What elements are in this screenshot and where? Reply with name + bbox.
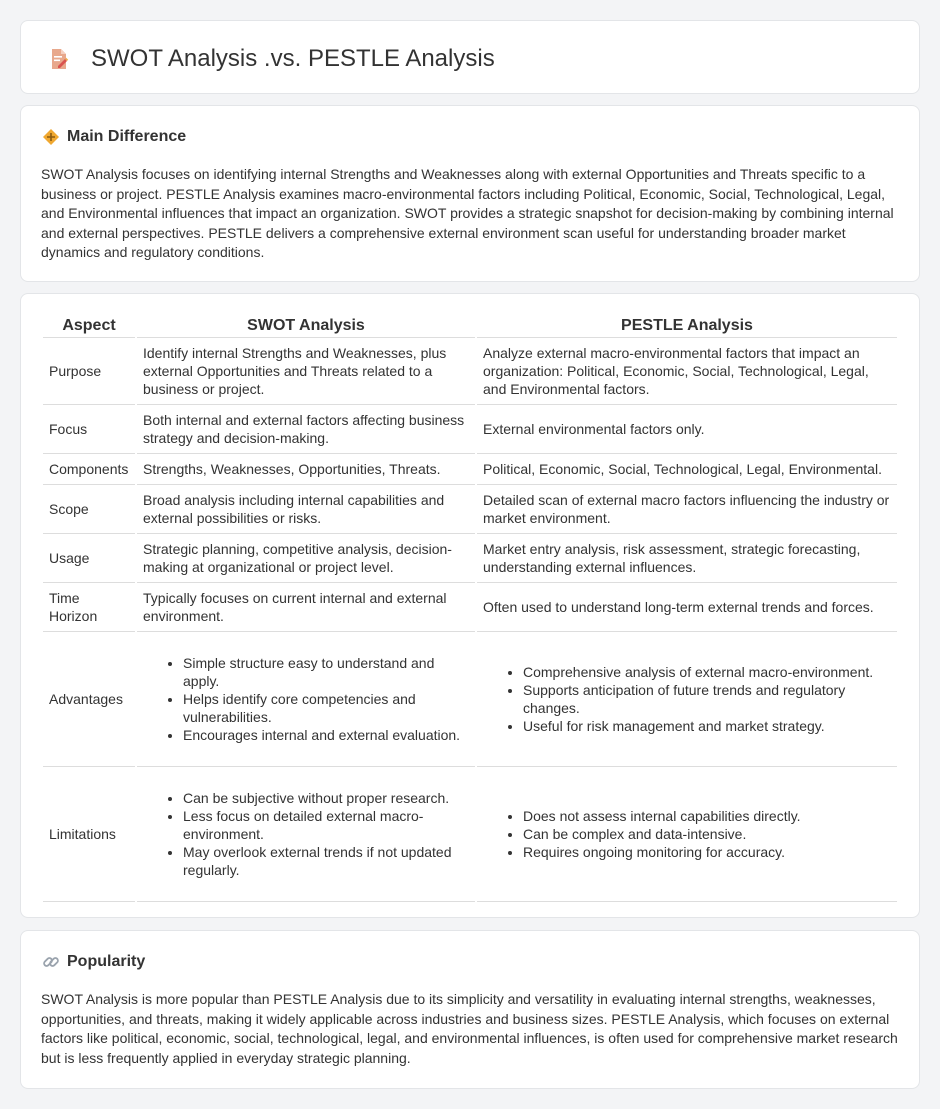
pestle-cell: Often used to understand long-term external trends and forces. [477,583,897,632]
comparison-table-section [20,293,920,918]
pestle-cell: Detailed scan of external macro factors influencing the industry or market environment. [477,485,897,534]
table-row [43,454,897,485]
header-swot: SWOT Analysis [137,314,475,338]
popularity-title: Popularity [67,953,146,970]
list-item: • Supports anticipation of future trends and regulatory changes. [523,681,892,717]
table-row [43,485,897,534]
main-difference-text: SWOT Analysis focuses on identifying internal Strengths and Weaknesses along with external Opportunities and Threats specific to a business or project. PESTLE Analysis examines macro-environmental factors including Political, Economic, Social, Technological, Legal, and Environmental influences that impact an organization. SWOT provides a strategic snapshot for decision-making by combining internal and external perspectives. PESTLE delivers a comprehensive external environment scan useful for understanding broader market dynamics and regulatory conditions. [41,166,894,260]
list-item: • Can be complex and data-intensive. [523,825,892,843]
main-difference-title: Main Difference [67,128,187,145]
table-row [43,534,897,583]
pestle-limitations-list [523,807,892,861]
swot-cell: Broad analysis including internal capabilities and external possibilities or risks. [137,485,475,534]
list-item: • Useful for risk management and market strategy. [523,717,892,735]
table-row [43,767,897,902]
pestle-cell: Analyze external macro-environmental factors that impact an organization: Political, Economic, Social, Technological, Legal, and Environmental factors. [477,338,897,405]
main-difference-section [20,105,920,282]
pestle-cell: Market entry analysis, risk assessment, strategic forecasting, understanding external influences. [477,534,897,583]
aspect-cell: Components [43,454,135,485]
swot-cell [137,632,475,767]
popularity-section [20,930,920,1089]
list-item: • Less focus on detailed external macro-environment. [183,807,470,843]
list-item: • Helps identify core competencies and vulnerabilities. [183,690,470,726]
popularity-text: SWOT Analysis is more popular than PESTLE Analysis due to its simplicity and versatility in evaluating internal strengths, weaknesses, opportunities, and threats, making it widely applicable across industries and business sizes. PESTLE Analysis, which focuses on external factors like political, economic, social, technological, legal, and environmental influences, is often used for comprehensive market research but is less frequently applied in everyday strategic planning. [41,991,898,1066]
diamond-arrows-icon [42,128,60,146]
list-item: • Encourages internal and external evaluation. [183,726,470,744]
swot-cell [137,767,475,902]
list-item: • Does not assess internal capabilities directly. [523,807,892,825]
swot-cell: Typically focuses on current internal and external environment. [137,583,475,632]
swot-advantages-list [183,654,470,744]
aspect-cell: Purpose [43,338,135,405]
list-item: • Requires ongoing monitoring for accuracy. [523,843,892,861]
comparison-table [41,314,899,902]
aspect-cell: Usage [43,534,135,583]
list-item: • May overlook external trends if not updated regularly. [183,843,470,879]
page-title: SWOT Analysis .vs. PESTLE Analysis [91,45,495,72]
aspect-cell: Limitations [43,767,135,902]
document-edit-icon [47,47,71,71]
aspect-cell: Scope [43,485,135,534]
pestle-cell: Political, Economic, Social, Technological, Legal, Environmental. [477,454,897,485]
table-row [43,405,897,454]
title-card [20,20,920,94]
aspect-cell: Time Horizon [43,583,135,632]
swot-cell: Strategic planning, competitive analysis, decision-making at organizational or project level. [137,534,475,583]
link-icon [42,953,60,971]
pestle-cell: External environmental factors only. [477,405,897,454]
pestle-cell [477,632,897,767]
table-row [43,583,897,632]
table-row [43,632,897,767]
header-aspect: Aspect [43,314,135,338]
swot-cell: Strengths, Weaknesses, Opportunities, Threats. [137,454,475,485]
swot-limitations-list [183,789,470,879]
pestle-advantages-list [523,663,892,735]
table-row [43,338,897,405]
aspect-cell: Focus [43,405,135,454]
swot-cell: Identify internal Strengths and Weaknesses, plus external Opportunities and Threats related to a business or project. [137,338,475,405]
list-item: • Simple structure easy to understand and apply. [183,654,470,690]
pestle-cell [477,767,897,902]
swot-cell: Both internal and external factors affecting business strategy and decision-making. [137,405,475,454]
list-item: • Comprehensive analysis of external macro-environment. [523,663,892,681]
header-pestle: PESTLE Analysis [477,314,897,338]
list-item: • Can be subjective without proper research. [183,789,470,807]
aspect-cell: Advantages [43,632,135,767]
